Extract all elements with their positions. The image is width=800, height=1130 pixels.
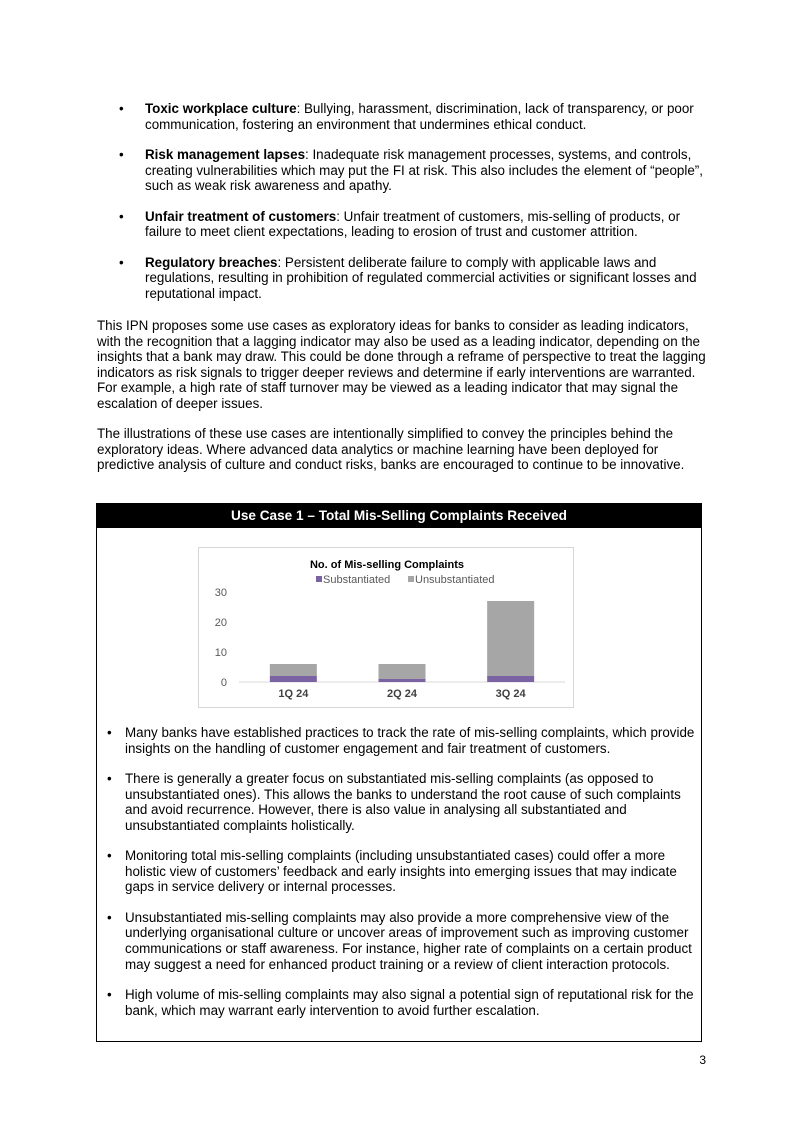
point-text: Unsubstantiated mis-selling complaints may also provide a more comprehensive view of the underlying organisational culture or uncover areas of improvement such as improving customer communications or staff awareness. For instance, higher rate of complaints on a certain product may suggest a need for enhanced product training or a review of client interaction protocols.: [125, 909, 692, 972]
bullet-symbol: •: [107, 770, 112, 786]
legend-swatch-substantiated: [316, 576, 322, 582]
list-item: [97, 255, 707, 302]
complaints-chart: [198, 547, 574, 708]
bullet-symbol: •: [119, 146, 124, 162]
bar-substantiated-1: [270, 676, 317, 682]
bullet-text: : Bullying, harassment, discrimination, lack of transparency, or poor communication, fostering an environment that undermines ethical conduct.: [145, 101, 694, 132]
y-tick-label: 20: [214, 617, 227, 629]
bar-substantiated-2: [379, 679, 426, 682]
bullet-symbol: •: [119, 254, 124, 270]
bullet-symbol: •: [119, 208, 124, 224]
bar-unsubstantiated-1: [270, 664, 317, 676]
chart-title: No. of Mis-selling Complaints: [309, 559, 465, 571]
y-tick-label: 30: [214, 587, 227, 599]
list-item: [97, 101, 707, 132]
bullet-symbol: •: [107, 848, 112, 864]
x-tick-label: 1Q 24: [278, 688, 309, 700]
bullet-text: : Unfair treatment of customers, mis-selling of products, or failure to meet client expectations, leading to erosion of trust and customer attrition.: [145, 208, 681, 240]
point-text: High volume of mis-selling complaints may also signal a potential sign of reputational risk for the bank, which may warrant early intervention to avoid further escalation.: [125, 986, 694, 1018]
chart-plot-area: [215, 587, 565, 700]
point-text: There is generally a greater focus on substantiated mis-selling complaints (as opposed to unsubstantiated ones). This allows the banks to understand the root cause of such complaints and avoid recurrence. However, there is also value in analysing all substantiated and unsubstantiated complaints holistically.: [125, 770, 681, 833]
use-case-box: [96, 503, 702, 1042]
list-item: [97, 209, 707, 240]
x-tick-label: 3Q 24: [495, 688, 526, 700]
page-number: 3: [699, 1053, 706, 1067]
legend-label-unsubstantiated: Unsubstantiated: [415, 574, 495, 586]
legend-swatch-unsubstantiated: [408, 576, 414, 582]
y-tick-label: 0: [220, 677, 227, 689]
paragraph-leading-indicators: This IPN proposes some use cases as exploratory ideas for banks to consider as leading indicators, with the recognition that a lagging indicator may also be used as a leading indicator, depending on the insights that a bank may draw. This could be done through a reframe of perspective to treat the lagging indicators as risk signals to trigger deeper reviews and determine if early interventions are warranted. For example, a high rate of staff turnover may be viewed as a leading indicator that may signal the escalation of deeper issues.: [97, 318, 706, 411]
bar-substantiated-3: [487, 676, 534, 682]
risk-bullet-list: [97, 101, 707, 316]
paragraph-illustrations: The illustrations of these use cases are intentionally simplified to convey the principles behind the exploratory ideas. Where advanced data analytics or machine learning have been deployed for predictive analysis of culture and conduct risks, banks are encouraged to continue to be innovative.: [97, 426, 685, 473]
bar-unsubstantiated-2: [379, 664, 426, 679]
use-case-points: [97, 725, 697, 1033]
point-text: Monitoring total mis-selling complaints (including unsubstantiated cases) could offer a more holistic view of customers’ feedback and early insights into emerging issues that may indicate gaps in service delivery or internal processes.: [125, 848, 677, 895]
list-item: [97, 725, 697, 756]
list-item: [97, 987, 697, 1018]
bullet-term: Toxic workplace culture: [145, 101, 297, 116]
bullet-symbol: •: [107, 986, 112, 1002]
bullet-text: : Persistent deliberate failure to comply with applicable laws and regulations, resulting in prohibition of regulated commercial activities or significant losses and reputational impact.: [145, 254, 697, 301]
list-item: [97, 910, 697, 972]
list-item: [97, 848, 697, 895]
legend-label-substantiated: Substantiated: [323, 574, 391, 586]
point-text: Many banks have established practices to track the rate of mis-selling complaints, which provide insights on the handling of customer engagement and fair treatment of customers.: [125, 725, 695, 756]
list-item: [97, 771, 697, 833]
bullet-text: : Inadequate risk management processes, systems, and controls, creating vulnerabilities which may put the FI at risk. This also includes the element of “people”, such as weak risk awareness and apathy.: [145, 146, 703, 194]
bullet-symbol: •: [119, 101, 124, 116]
y-tick-label: 10: [214, 647, 227, 659]
bullet-symbol: •: [107, 909, 112, 925]
list-item: [97, 147, 707, 194]
bullet-term: Unfair treatment of customers: [145, 208, 337, 224]
bullet-symbol: •: [107, 725, 112, 740]
bar-unsubstantiated-3: [487, 601, 534, 676]
x-tick-label: 2Q 24: [387, 688, 417, 700]
chart-svg: [199, 548, 575, 709]
bullet-term: Risk management lapses: [145, 146, 306, 162]
use-case-title: Use Case 1 – Total Mis-Selling Complaints Received: [97, 504, 701, 528]
bullet-term: Regulatory breaches: [145, 254, 278, 270]
